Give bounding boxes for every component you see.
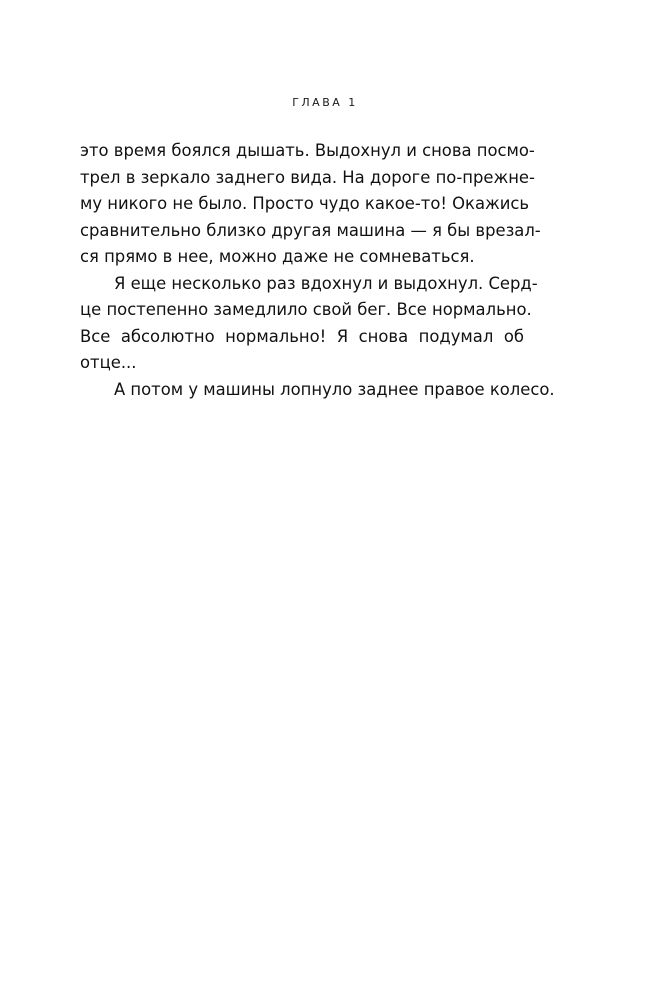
text-line: Все абсолютно нормально! Я снова подумал об [80,326,524,346]
text-line: це постепенно замедлило свой бег. Все нормально. [80,300,532,319]
paragraph-3 [80,377,555,404]
text-line: отце... [80,353,137,372]
text-line: это время боялся дышать. Выдохнул и снова посмо- [80,141,535,160]
running-head: ГЛАВА 1 [292,96,358,109]
text-line: му никого не было. Просто чудо какое-то! Окажись [80,194,530,213]
text-line: Я еще несколько раз вдохнул и выдохнул. Серд- [114,273,538,293]
text-line: трел в зеркало заднего вида. На дороге по-прежне- [80,167,535,187]
body-text [80,138,555,403]
text-line: сравнительно близко другая машина — я бы врезал- [80,220,541,240]
text-line: ся прямо в нее, можно даже не сомневаться. [80,247,475,266]
paragraph-2 [80,271,538,377]
text-line: А потом у машины лопнуло заднее правое колесо. [114,379,555,399]
paragraph-1 [80,138,541,271]
